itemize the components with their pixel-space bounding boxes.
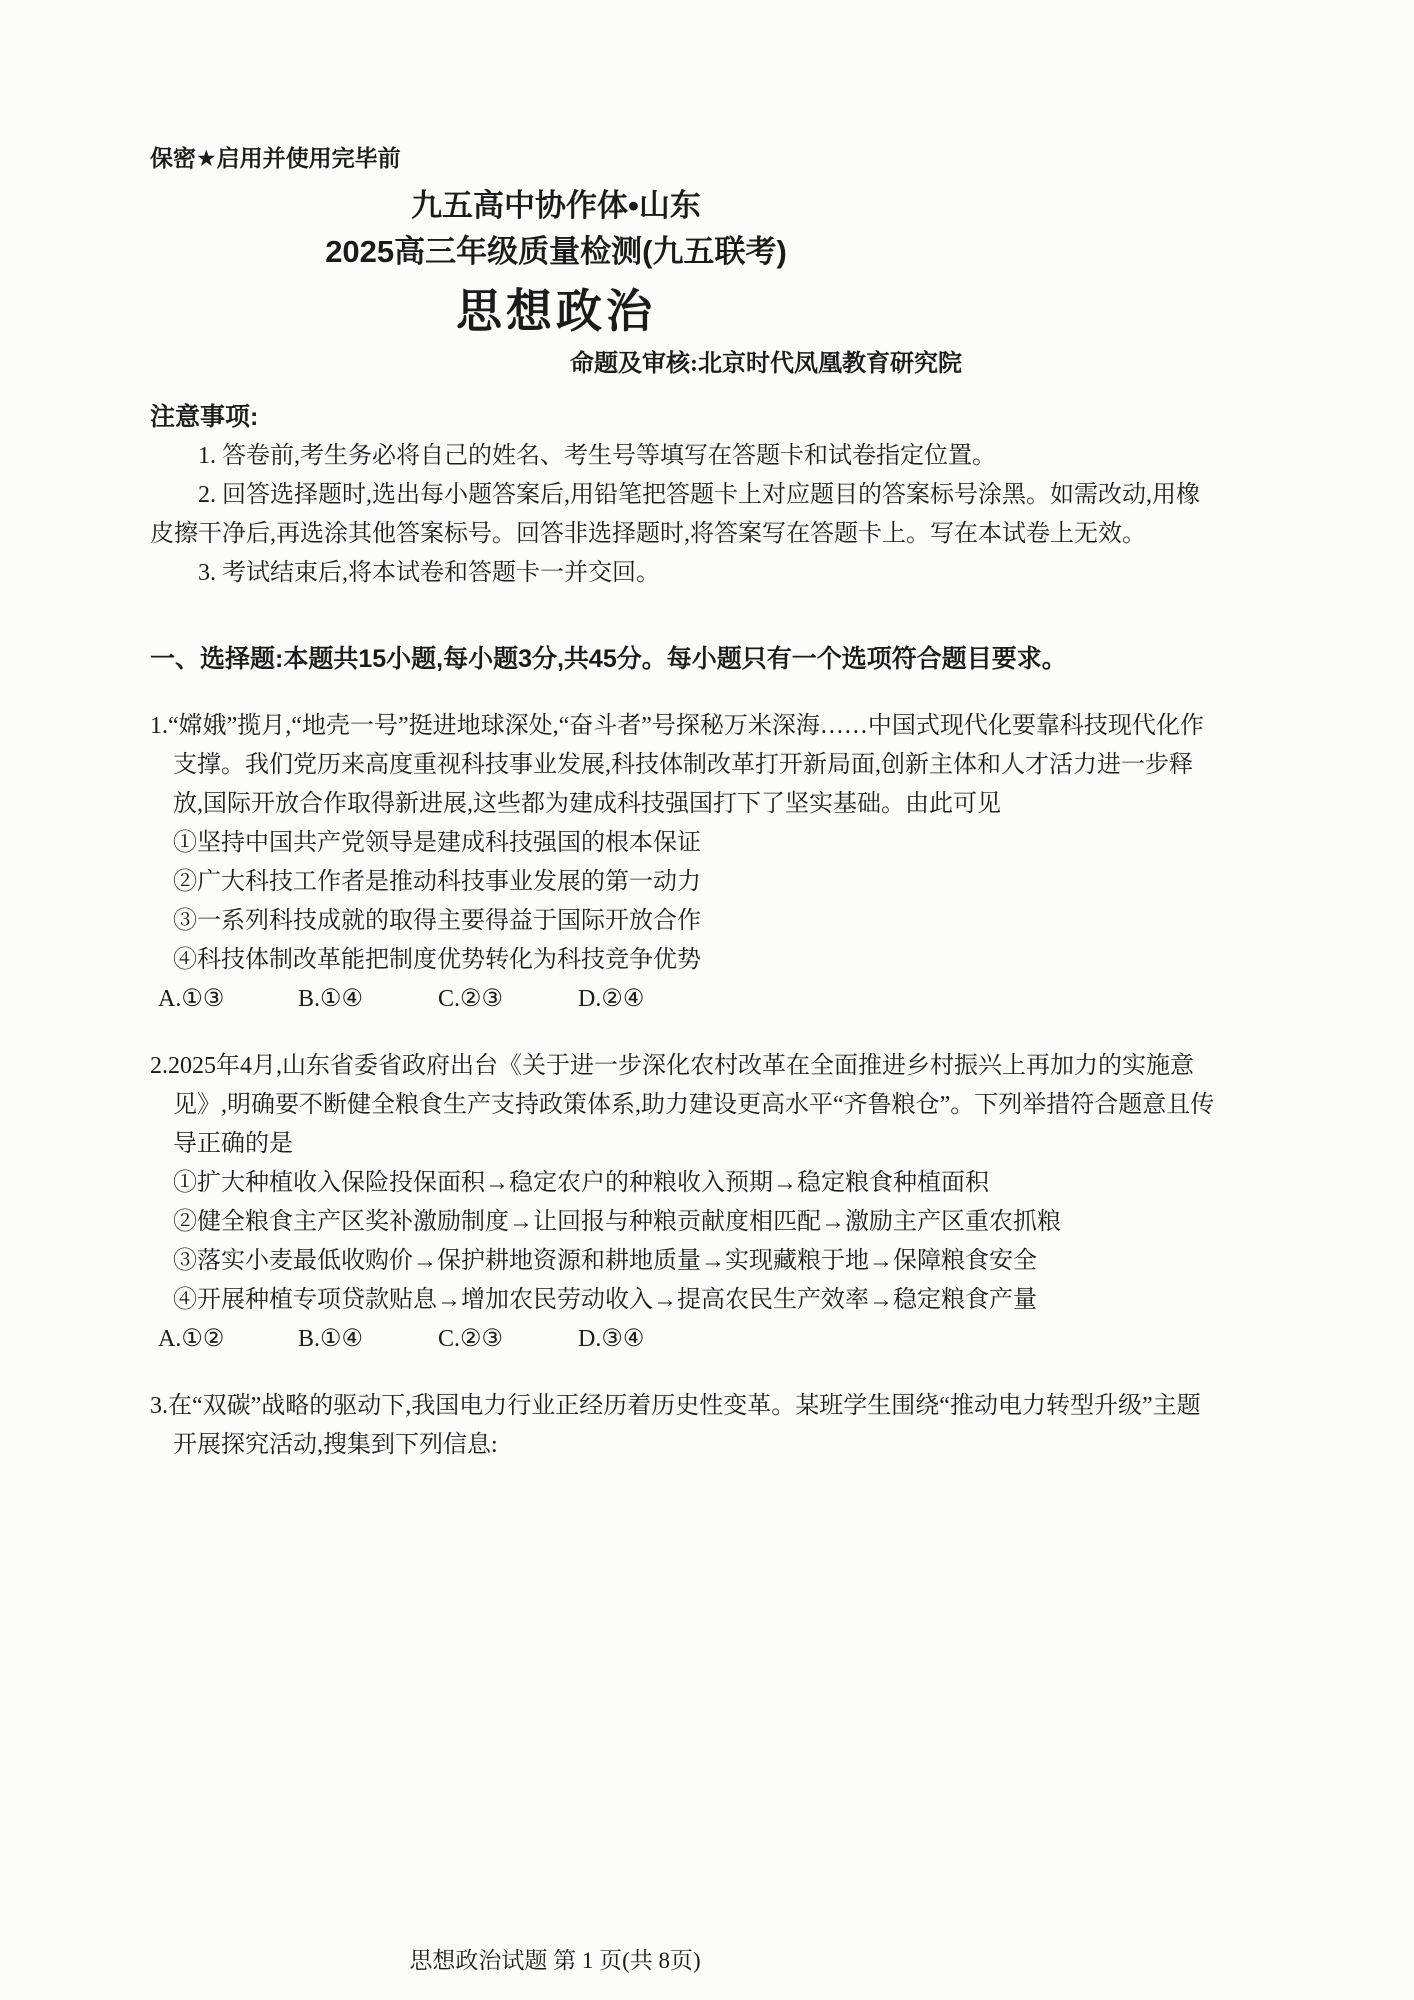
answer-choices: [150, 1320, 1218, 1359]
question-option-3: ③落实小麦最低收购价→保护耕地资源和耕地质量→实现藏粮于地→保障粮食安全: [173, 1248, 1037, 1274]
question-number: 2.: [150, 1053, 168, 1079]
question-option-4: ④开展种植专项贷款贴息→增加农民劳动收入→提高农民生产效率→稳定粮食产量: [173, 1287, 1037, 1313]
credit-line: 命题及审核:北京时代凤凰教育研究院: [570, 351, 962, 377]
question-option-4: ④科技体制改革能把制度优势转化为科技竞争优势: [173, 947, 701, 973]
question-option-2: ②广大科技工作者是推动科技事业发展的第一动力: [173, 869, 701, 895]
question-stem: [150, 707, 1218, 824]
choice-d: D.③④: [578, 1326, 645, 1352]
notice-section: [150, 397, 1218, 593]
choice-d: D.②④: [578, 986, 645, 1012]
question-stem: [150, 1047, 1218, 1164]
exam-title: 2025高三年级质量检测(九五联考): [325, 234, 787, 269]
choice-b: B.①④: [298, 986, 364, 1012]
question-3: [150, 1387, 1218, 1465]
notice-heading: 注意事项:: [150, 403, 259, 431]
notice-item-2: 2. 回答选择题时,选出每小题答案后,用铅笔把答题卡上对应题目的答案标号涂黑。如需改动,用橡皮擦干净后,再选涂其他答案标号。回答非选择题时,将答案写在答题卡上。写在本试卷上无效。: [150, 482, 1200, 547]
choice-a: A.①②: [158, 1326, 225, 1352]
question-option-1: ①坚持中国共产党领导是建成科技强国的根本保证: [173, 830, 701, 856]
question-option-1: ①扩大种植收入保险投保面积→稳定农户的种粮收入预期→稳定粮食种植面积: [173, 1170, 989, 1196]
question-text: 在“双碳”战略的驱动下,我国电力行业正经历着历史性变革。某班学生围绕“推动电力转型升级”主题开展探究活动,搜集到下列信息:: [168, 1393, 1201, 1458]
notice-item-1: 1. 答卷前,考生务必将自己的姓名、考生号等填写在答题卡和试卷指定位置。: [198, 443, 996, 469]
page-content: [150, 143, 1218, 1465]
choice-c: C.②③: [438, 1326, 504, 1352]
subject-title: 思想政治: [456, 286, 656, 337]
question-number: 1.: [150, 713, 168, 739]
choice-a: A.①③: [158, 986, 225, 1012]
question-stem: [150, 1387, 1218, 1465]
exam-header: [150, 183, 962, 381]
question-option-3: ③一系列科技成就的取得主要得益于国际开放合作: [173, 908, 701, 934]
section-heading: 一、选择题:本题共15小题,每小题3分,共45分。每小题只有一个选项符合题目要求。: [150, 645, 1067, 673]
security-notice: 保密★启用并使用完毕前: [150, 145, 401, 171]
question-number: 3.: [150, 1393, 168, 1419]
notice-item-3: 3. 考试结束后,将本试卷和答题卡一并交回。: [198, 560, 660, 586]
question-text: “嫦娥”揽月,“地壳一号”挺进地球深处,“奋斗者”号探秘万米深海……中国式现代化要靠科技现代化作支撑。我们党历来高度重视科技事业发展,科技体制改革打开新局面,创新主体和人才活力进一步释放,国际开放合作取得新进展,这些都为建成科技强国打下了坚实基础。由此可见: [168, 713, 1204, 817]
org-title: 九五高中协作体•山东: [411, 188, 701, 223]
page-footer: 思想政治试题 第 1 页(共 8页): [409, 1948, 701, 1973]
question-option-2: ②健全粮食主产区奖补激励制度→让回报与种粮贡献度相匹配→激励主产区重农抓粮: [173, 1209, 1061, 1235]
question-text: 2025年4月,山东省委省政府出台《关于进一步深化农村改革在全面推进乡村振兴上再加力的实施意见》,明确要不断健全粮食生产支持政策体系,助力建设更高水平“齐鲁粮仓”。下列举措符合题意且传导正确的是: [168, 1053, 1215, 1157]
answer-choices: [150, 980, 1218, 1019]
choice-c: C.②③: [438, 986, 504, 1012]
choice-b: B.①④: [298, 1326, 364, 1352]
question-2: [150, 1047, 1218, 1359]
question-1: [150, 707, 1218, 1019]
